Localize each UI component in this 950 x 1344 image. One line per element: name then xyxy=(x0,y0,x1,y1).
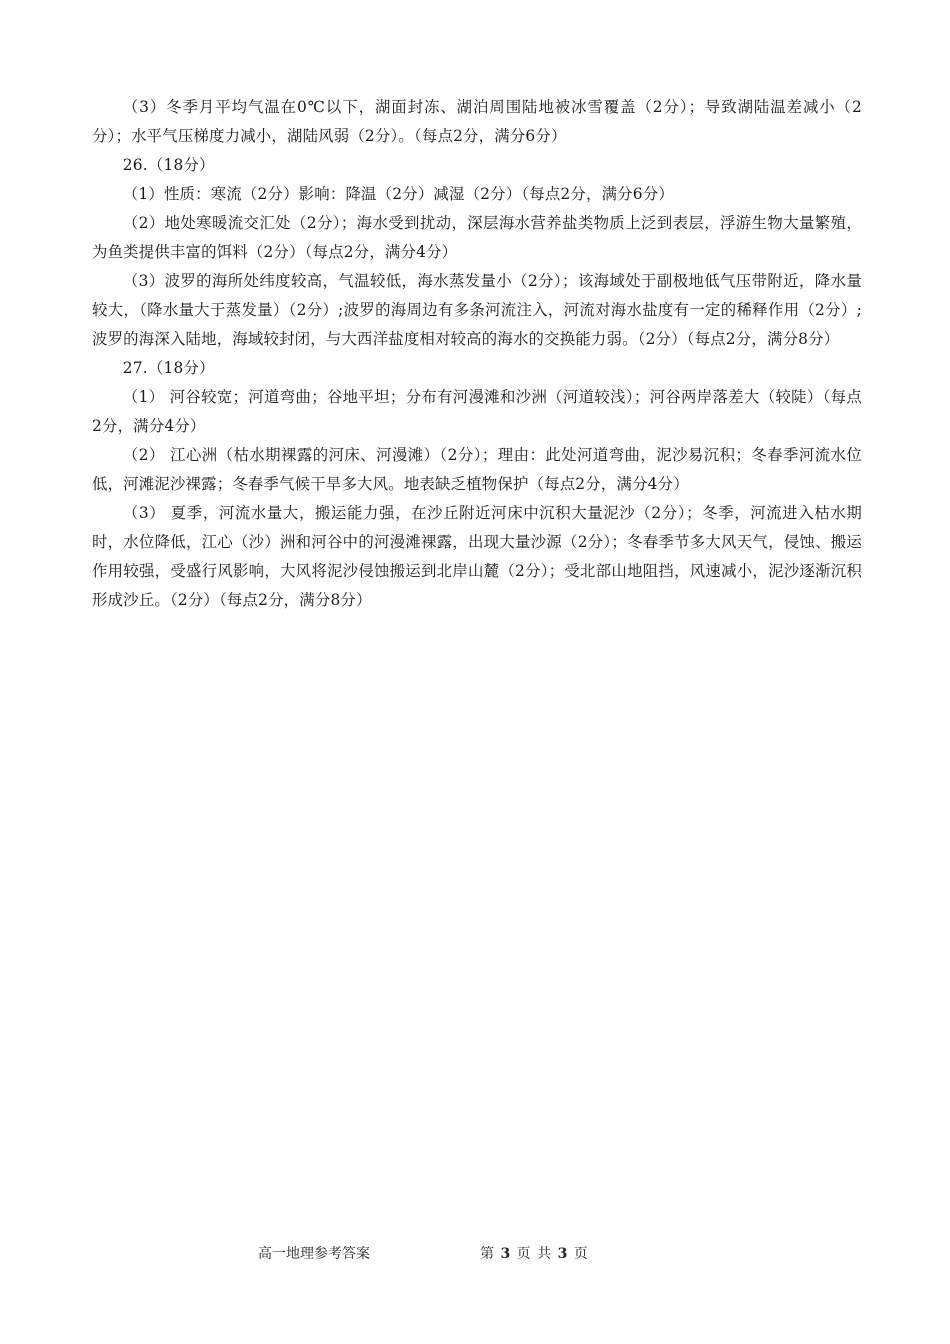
answer-content xyxy=(92,93,862,615)
question-26-heading: 26.（18分） xyxy=(122,156,215,174)
answer-26-3: （3）波罗的海所处纬度较高，气温较低，海水蒸发量小（2分）；该海域处于副极地低气压带附近，降水量较大，（降水量大于蒸发量）（2分）;波罗的海周边有多条河流注入，河流对海水盐度有一定的稀释作用（2分）;波罗的海深入陆地，海域较封闭，与大西洋盐度相对较高的海水的交换能力弱。（2分）（每点2分，满分8分） xyxy=(92,272,862,348)
page-prefix: 第 xyxy=(480,1246,495,1262)
footer-doc-title: 高一地理参考答案 xyxy=(258,1246,370,1262)
answer-26-2: （2）地处寒暖流交汇处（2分）；海水受到扰动，深层海水营养盐类物质上泛到表层，浮游生物大量繁殖，为鱼类提供丰富的饵料（2分）（每点2分，满分4分） xyxy=(92,214,862,261)
page-suffix: 页 xyxy=(573,1246,589,1262)
answer-27-2: （2） 江心洲（枯水期裸露的河床、河漫滩）（2分）；理由：此处河道弯曲，泥沙易沉积；冬春季河流水位低，河滩泥沙裸露；冬春季气候干旱多大风。地表缺乏植物保护（每点2分，满分4分） xyxy=(92,446,862,493)
answer-25-3: （3）冬季月平均气温在0℃以下，湖面封冻、湖泊周围陆地被冰雪覆盖（2分）；导致湖陆温差减小（2分）；水平气压梯度力减小，湖陆风弱（2分）。（每点2分，满分6分） xyxy=(92,98,862,145)
answer-27-3: （3） 夏季，河流水量大，搬运能力强，在沙丘附近河床中沉积大量泥沙（2分）；冬季，河流进入枯水期时，水位降低，江心（沙）洲和河谷中的河漫滩裸露，出现大量沙源（2分）；冬春季节多大风天气，侵蚀、搬运作用较强，受盛行风影响，大风将泥沙侵蚀搬运到北岸山麓（2分）；受北部山地阻挡，风速减小，泥沙逐渐沉积形成沙丘。（2分）（每点2分，满分8分） xyxy=(92,504,862,609)
page-middle: 页 共 xyxy=(516,1246,553,1262)
question-27-heading: 27.（18分） xyxy=(122,359,215,377)
page-total: 3 xyxy=(557,1246,569,1262)
footer-page-number xyxy=(480,1243,589,1263)
page-current: 3 xyxy=(500,1246,512,1262)
answer-27-1: （1） 河谷较宽；河道弯曲；谷地平坦；分布有河漫滩和沙洲（河道较浅）；河谷两岸落差大（较陡）（每点2分，满分4分） xyxy=(92,388,862,435)
answer-26-1: （1）性质：寒流（2分）影响：降温（2分）减湿（2分）（每点2分，满分6分） xyxy=(122,185,674,203)
